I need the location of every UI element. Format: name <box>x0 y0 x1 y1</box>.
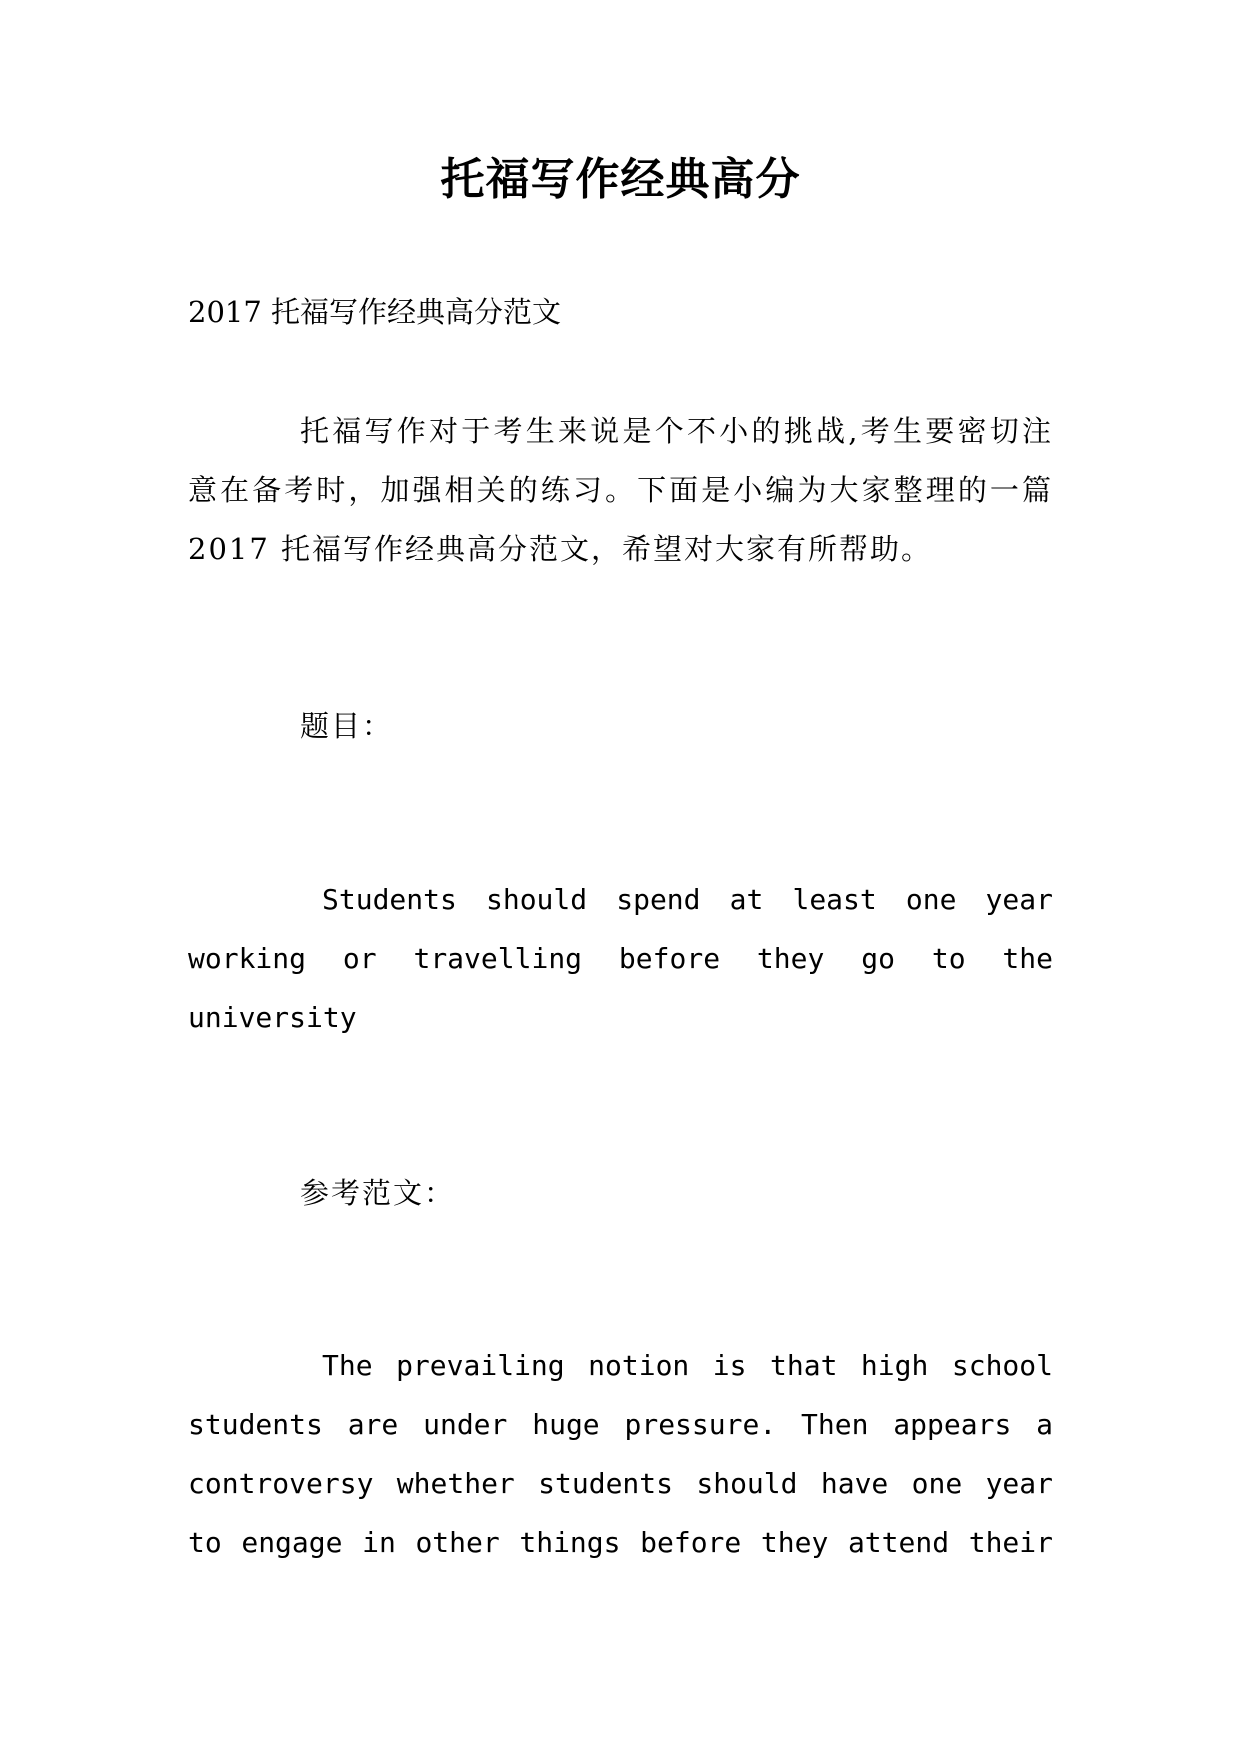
document-title: 托福写作经典高分 <box>440 154 801 205</box>
reference-label: 参考范文： <box>300 1176 456 1210</box>
document-subtitle: 2017 托福写作经典高分范文 <box>188 295 562 329</box>
topic-text: Students should spend at least one year working or travelling before they go to the university <box>188 883 1053 1034</box>
essay-paragraph: The prevailing notion is that high school students are under huge pressure. Then appears a controversy whether students should have one year to engage in other things before they attend their <box>188 1349 1053 1559</box>
intro-paragraph: 托福写作对于考生来说是个不小的挑战,考生要密切注意在备考时，加强相关的练习。下面是小编为大家整理的一篇 2017 托福写作经典高分范文，希望对大家有所帮助。 <box>188 414 1053 566</box>
topic-label: 题目： <box>300 709 394 743</box>
